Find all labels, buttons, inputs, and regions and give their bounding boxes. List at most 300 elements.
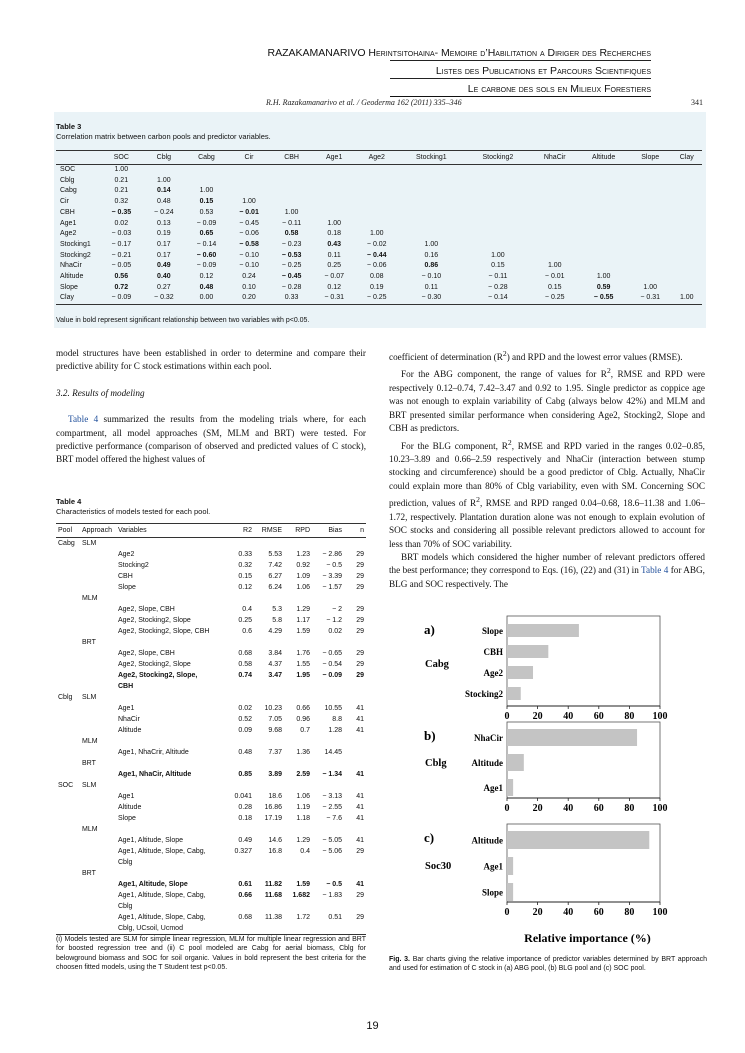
table-cell: 0.14	[157, 187, 171, 195]
table-cell: − 0.10	[239, 262, 259, 270]
category-label: Stocking2	[464, 689, 503, 699]
table-row	[56, 615, 366, 626]
table-cell: 0.27	[157, 283, 171, 291]
table-cell-rpd: 0.66	[296, 705, 310, 712]
table-cell-pool	[56, 857, 80, 868]
table-header-cell: Clay	[672, 151, 703, 165]
table-cell-pool	[56, 615, 80, 626]
bar	[507, 754, 524, 771]
table-cell	[355, 165, 398, 176]
table-cell-variables: Age2, Stocking2, Slope, CBH	[118, 628, 210, 635]
table-cell: − 0.25	[531, 293, 578, 304]
table-cell-n: 41	[356, 727, 364, 734]
table-header-cell: Slope	[629, 151, 672, 165]
table-cell: 0.15	[199, 198, 214, 206]
table-cell-rpd: 1.59	[296, 628, 310, 635]
table-cell-rpd	[284, 736, 312, 747]
table-cell-r2: 0.02	[238, 705, 252, 712]
table-cell-rmse: 3.89	[268, 771, 282, 778]
table-link[interactable]: Table 4	[68, 414, 99, 425]
table-cell	[313, 197, 356, 208]
header-line-3: Le carbone des sols en Milieux Forestiers	[467, 83, 651, 95]
table-cell-rmse	[254, 824, 284, 835]
table-cell-pool	[56, 879, 80, 890]
table-cell-approach: MLM	[82, 826, 98, 833]
row-label: Cabg	[60, 187, 77, 195]
table-row	[56, 560, 366, 571]
table-cell: 0.21	[114, 187, 129, 195]
table-cell-approach	[80, 604, 116, 615]
table-cell	[578, 165, 629, 176]
table-cell: 0.15	[491, 262, 505, 270]
paragraph	[56, 413, 366, 467]
table-cell: − 0.17	[111, 240, 132, 248]
table-cell: − 0.23	[281, 240, 302, 248]
table-cell	[228, 176, 271, 187]
table-cell-rpd: 1.23	[296, 551, 310, 558]
table-header-cell: SOC	[100, 151, 143, 165]
table-cell	[465, 176, 532, 187]
table-cell-bias: − 0.09	[322, 672, 342, 679]
left-column-text	[56, 347, 366, 467]
table-cell-rmse: 11.38	[265, 914, 282, 921]
table-cell-approach	[80, 549, 116, 560]
table-header-cell: R2	[228, 524, 254, 538]
table-cell-approach	[80, 846, 116, 857]
table-cell-rmse	[254, 857, 284, 868]
table-cell	[398, 229, 465, 240]
x-tick-label: 60	[593, 803, 604, 814]
x-tick-label: 100	[652, 907, 668, 918]
table-cell-pool	[56, 923, 80, 935]
table-cell-rpd: 1.09	[296, 573, 310, 580]
table-cell-variables: Age2	[118, 551, 135, 558]
text: , RMSE and RPD ranged 0.04–0.68, 18.6–11.38 and 1.06–1.72, respectively. Plantation duration alone was not enough to explain evolution of SOC stocks and considering all possible relevant predictors allowed to account for less than 70% of SOC variability.	[389, 498, 705, 549]
table-cell-approach	[80, 802, 116, 813]
table-cell-bias: − 1.57	[322, 584, 342, 591]
table-cell-bias: − 0.5	[326, 881, 342, 888]
table-cell	[355, 176, 398, 187]
table-cell-variables	[116, 780, 228, 791]
table-cell-r2: 0.25	[238, 617, 252, 624]
table-cell	[355, 219, 398, 230]
table-cell	[629, 251, 672, 262]
table-cell	[629, 219, 672, 230]
table-cell: 1.00	[327, 219, 341, 227]
table-cell: 1.00	[369, 230, 384, 238]
table-cell: − 0.25	[355, 293, 398, 304]
table-row	[56, 208, 702, 219]
table-cell: − 0.32	[143, 293, 186, 304]
table-cell-approach	[80, 791, 116, 802]
table-header-cell	[56, 151, 100, 165]
table-cell-pool	[56, 846, 80, 857]
table-cell-bias: − 1.83	[322, 892, 342, 899]
table-cell-variables: NhaCir	[118, 716, 140, 723]
row-label: CBH	[60, 208, 75, 216]
table-cell-r2	[228, 857, 254, 868]
bar	[507, 857, 513, 875]
x-tick-label: 20	[532, 803, 543, 814]
table-cell-variables	[116, 758, 228, 769]
page-number: 19	[366, 1020, 379, 1032]
table-cell-rpd: 2.59	[296, 771, 310, 778]
table-cell-bias: 0.51	[328, 914, 342, 921]
table-cell-approach	[80, 813, 116, 824]
table-cell-approach	[80, 912, 116, 923]
table-cell-rmse: 4.37	[268, 661, 282, 668]
table-cell-rpd: 1.95	[296, 672, 310, 679]
table3-header-row	[56, 151, 702, 165]
table-cell-rpd	[284, 868, 312, 879]
table-cell	[531, 208, 578, 219]
table-cell	[355, 208, 398, 219]
table-cell	[531, 240, 578, 251]
table-cell-approach: SLM	[82, 782, 97, 789]
table-cell: 0.56	[114, 273, 129, 281]
table-cell-bias	[312, 901, 344, 912]
table-cell	[672, 197, 703, 208]
x-tick-label: 0	[504, 907, 510, 918]
table-row	[56, 802, 366, 813]
table-row	[56, 813, 366, 824]
table-cell-bias	[312, 593, 344, 604]
table-cell	[672, 219, 703, 230]
table-cell: − 0.21	[111, 251, 132, 259]
table-row	[56, 538, 366, 550]
table-cell-n: 29	[356, 848, 364, 855]
table-cell-n	[344, 758, 366, 769]
table-cell: − 0.06	[239, 230, 259, 238]
pool-label: Cabg	[425, 659, 449, 670]
right-column-text	[389, 347, 705, 591]
table-cell-approach	[80, 714, 116, 725]
table-header-cell: Approach	[80, 524, 116, 538]
table-cell-bias: − 3.39	[322, 573, 342, 580]
table-cell-approach: SLM	[82, 694, 97, 701]
table-cell: 0.24	[242, 273, 256, 281]
category-label: Age2	[483, 668, 503, 678]
table-row	[56, 714, 366, 725]
table-cell-bias	[312, 923, 344, 935]
table-row	[56, 186, 702, 197]
table-cell: − 0.14	[196, 240, 217, 248]
table-cell	[398, 186, 465, 197]
table-cell	[629, 229, 672, 240]
table-cell: 1.00	[284, 208, 299, 216]
table-cell-rmse: 10.23	[264, 705, 282, 712]
x-tick-label: 40	[563, 907, 574, 918]
table-cell-rmse: 5.3	[272, 606, 282, 613]
table-cell-rpd: 1.682	[292, 892, 310, 899]
table-cell-r2: 0.58	[238, 661, 252, 668]
table-cell-pool	[56, 659, 80, 670]
table-cell-n	[344, 593, 366, 604]
table-cell	[313, 186, 356, 197]
table-cell-n: 41	[356, 881, 364, 888]
table-row	[56, 219, 702, 230]
table-cell-approach	[80, 615, 116, 626]
table-cell-rpd	[284, 923, 312, 935]
category-label: Age1	[483, 861, 503, 872]
x-tick-label: 60	[593, 907, 604, 918]
table-cell	[185, 165, 228, 176]
table-cell: − 0.60	[196, 251, 217, 259]
row-label: Cir	[60, 198, 69, 206]
table-row	[56, 176, 702, 187]
table-cell	[531, 197, 578, 208]
table-cell	[465, 219, 532, 230]
table-cell: − 0.28	[281, 283, 302, 291]
table-cell-rmse	[254, 901, 284, 912]
table-row	[56, 681, 366, 692]
table-cell-approach: MLM	[82, 595, 98, 602]
table-cell: 1.00	[547, 262, 562, 270]
table-cell-rmse: 6.27	[268, 573, 282, 580]
table-cell	[465, 229, 532, 240]
table-cell-n: 41	[356, 716, 364, 723]
table-cell-pool	[56, 582, 80, 593]
table-cell: − 0.03	[111, 230, 132, 238]
model-characteristics-table	[56, 523, 366, 935]
header-line-2: Listes des Publications et Parcours Scientifiques	[435, 65, 651, 77]
table-cell	[629, 165, 672, 176]
table-cell-pool	[56, 824, 80, 835]
table-cell-r2	[228, 868, 254, 879]
table-cell-bias: − 2.55	[322, 804, 342, 811]
thesis-running-header	[268, 44, 652, 98]
x-tick-label: 80	[624, 907, 635, 918]
table-row	[56, 197, 702, 208]
table-cell-n: 29	[356, 628, 364, 635]
table-cell-rmse: 16.86	[264, 804, 282, 811]
table-cell-bias	[312, 780, 344, 791]
table-cell: 1.00	[672, 293, 703, 304]
table-cell-variables: Slope	[118, 584, 136, 591]
table-cell-r2	[228, 901, 254, 912]
table-cell-bias: − 0.65	[322, 650, 342, 657]
table-cell-variables: Age1, Altitude, Slope, Cabg,	[118, 892, 206, 899]
table-cell	[531, 176, 578, 187]
table-cell-n: 29	[356, 661, 364, 668]
table-cell	[270, 186, 313, 197]
table-cell	[531, 165, 578, 176]
table-cell: 0.53	[199, 208, 214, 216]
table-cell	[629, 186, 672, 197]
table-cell-pool	[56, 912, 80, 923]
table-cell-variables	[116, 692, 228, 703]
table-cell: − 0.10	[239, 251, 259, 259]
table-cell-pool	[56, 648, 80, 659]
category-label: Slope	[481, 887, 503, 898]
table-cell	[143, 165, 186, 176]
table-cell	[672, 261, 703, 272]
table-row	[56, 747, 366, 758]
table-cell-bias: − 3.13	[322, 793, 342, 800]
table-cell-bias	[312, 692, 344, 703]
table-cell-bias	[312, 637, 344, 648]
figure-label: Fig. 3.	[389, 956, 411, 963]
table-cell-n	[344, 637, 366, 648]
table-header-cell: RMSE	[254, 524, 284, 538]
category-label: Age1	[483, 783, 503, 793]
table-cell-pool	[56, 593, 80, 604]
table-cell-rpd: 0.4	[300, 848, 310, 855]
table-cell-n: 29	[356, 914, 364, 921]
table-cell-variables: Cblg, UCsoil, Ucmod	[116, 923, 228, 935]
table-cell: 0.65	[199, 230, 214, 238]
table-row	[56, 604, 366, 615]
table-cell-r2: 0.48	[238, 749, 252, 756]
table-cell	[270, 165, 313, 176]
table-cell: − 0.09	[100, 293, 143, 304]
table-cell-pool: SOC	[58, 782, 74, 789]
table-cell-approach	[80, 901, 116, 912]
correlation-matrix-table	[56, 150, 702, 305]
table-row	[56, 283, 702, 294]
table-cell-r2: 0.61	[238, 881, 252, 888]
table-cell-variables: Age2, Slope, CBH	[118, 650, 175, 657]
table-cell-variables: Age2, Stocking2, Slope	[118, 661, 191, 668]
table-cell: − 0.55	[578, 293, 629, 304]
table3-label: Table 3	[56, 122, 82, 131]
table-cell: − 0.28	[488, 283, 508, 291]
row-label: SOC	[60, 166, 76, 173]
table-cell-variables	[116, 868, 228, 879]
table-cell-r2: 0.12	[238, 584, 252, 591]
table-cell-n: 41	[356, 793, 364, 800]
table-cell-bias	[312, 538, 344, 550]
table-cell-bias: − 0.54	[322, 661, 342, 668]
table-cell	[629, 261, 672, 272]
table-row	[56, 835, 366, 846]
table-cell: 0.21	[114, 176, 129, 184]
table-header-cell: CBH	[270, 151, 313, 165]
table-cell-variables: Age1, Altitude, Slope	[118, 881, 188, 888]
table-cell: 0.58	[284, 230, 299, 238]
table-cell: 0.08	[369, 273, 384, 281]
table-cell	[629, 208, 672, 219]
row-label: NhaCir	[60, 262, 82, 270]
x-tick-label: 80	[624, 803, 635, 814]
table-header-cell: NhaCir	[531, 151, 578, 165]
table-row	[56, 626, 366, 637]
table-cell-pool	[56, 670, 80, 681]
table-row	[56, 272, 702, 283]
table-cell: 1.00	[596, 273, 611, 281]
table-cell	[629, 176, 672, 187]
table-cell: − 0.25	[281, 262, 302, 270]
paragraph: model structures have been established in order to determine and compare their predictive ability for C stock estimations within each pool.	[56, 348, 366, 372]
table-cell	[465, 165, 532, 176]
table-cell-bias: − 0.5	[326, 562, 342, 569]
table-cell: 0.17	[157, 240, 171, 248]
x-tick-label: 60	[593, 711, 604, 722]
table-row	[56, 857, 366, 868]
table-header-cell: Age2	[355, 151, 398, 165]
table-cell-approach	[80, 703, 116, 714]
table-cell: 0.15	[547, 283, 562, 291]
table-row	[56, 659, 366, 670]
table-cell	[465, 197, 532, 208]
table-cell-r2	[228, 593, 254, 604]
table-row	[56, 582, 366, 593]
table-cell-n: 29	[356, 573, 364, 580]
table-link[interactable]: Table 4	[641, 565, 669, 576]
table-cell-n: 41	[356, 815, 364, 822]
row-label: Cblg	[60, 176, 75, 184]
table-cell-pool	[56, 549, 80, 560]
table-cell-approach	[80, 648, 116, 659]
bar	[507, 779, 513, 796]
table-cell-n: 29	[356, 551, 364, 558]
table-cell	[185, 176, 228, 187]
table-cell: 0.48	[199, 283, 214, 291]
table-row	[56, 637, 366, 648]
table-cell-rpd: 1.55	[296, 661, 310, 668]
table-cell-r2	[228, 538, 254, 550]
table-cell: − 0.30	[398, 293, 465, 304]
table-cell-rmse	[254, 868, 284, 879]
text: coefficient of determination (R	[389, 352, 503, 363]
table-cell: − 0.53	[281, 251, 302, 259]
table-cell: 0.02	[114, 219, 129, 227]
table-cell-approach: BRT	[82, 760, 96, 767]
table-cell-bias: − 2.86	[322, 551, 342, 558]
table-cell-variables: Age2, Stocking2, Slope	[118, 617, 191, 624]
table-cell	[578, 240, 629, 251]
table-cell-rpd	[284, 692, 312, 703]
table-cell-approach	[80, 769, 116, 780]
table-cell-approach	[80, 571, 116, 582]
table-cell-pool	[56, 802, 80, 813]
table-cell	[228, 186, 271, 197]
table-cell-pool	[56, 758, 80, 769]
table-cell: 0.40	[157, 273, 171, 281]
table-row	[56, 736, 366, 747]
table-row	[56, 571, 366, 582]
table-cell-pool	[56, 560, 80, 571]
table-cell: 0.20	[228, 293, 271, 304]
table-cell-rpd	[284, 538, 312, 550]
table-cell-r2: 0.041	[234, 793, 252, 800]
table-cell-n	[344, 857, 366, 868]
table-cell-r2: 0.18	[238, 815, 252, 822]
table-cell-variables: Age2, Stocking2, Slope,	[118, 672, 198, 679]
table-row	[56, 912, 366, 923]
table-cell-approach: BRT	[82, 639, 96, 646]
table-cell: − 0.35	[111, 208, 132, 216]
table-cell: − 0.45	[239, 219, 259, 227]
table-cell-variables: Age1, Altitude, Slope, Cabg,	[118, 848, 206, 855]
table-cell-bias: 1.28	[328, 727, 342, 734]
table-cell: 1.00	[242, 198, 256, 206]
table-cell-r2: 0.33	[238, 551, 252, 558]
table-cell-rmse	[254, 736, 284, 747]
table-cell-rpd: 1.59	[296, 881, 310, 888]
table-cell-rpd: 1.17	[296, 617, 310, 624]
text: ) and RPD and the lowest error values (RMSE).	[506, 352, 683, 363]
table-cell-approach	[80, 879, 116, 890]
table-cell: 0.33	[270, 293, 313, 304]
paragraph	[389, 364, 705, 435]
text: For the ABG component, the range of values for R	[401, 369, 607, 380]
table-cell-pool	[56, 571, 80, 582]
table-cell: − 0.09	[196, 262, 217, 270]
table-cell-approach	[80, 890, 116, 901]
table-cell-rpd: 1.18	[296, 815, 310, 822]
table-header-cell: Cblg	[143, 151, 186, 165]
